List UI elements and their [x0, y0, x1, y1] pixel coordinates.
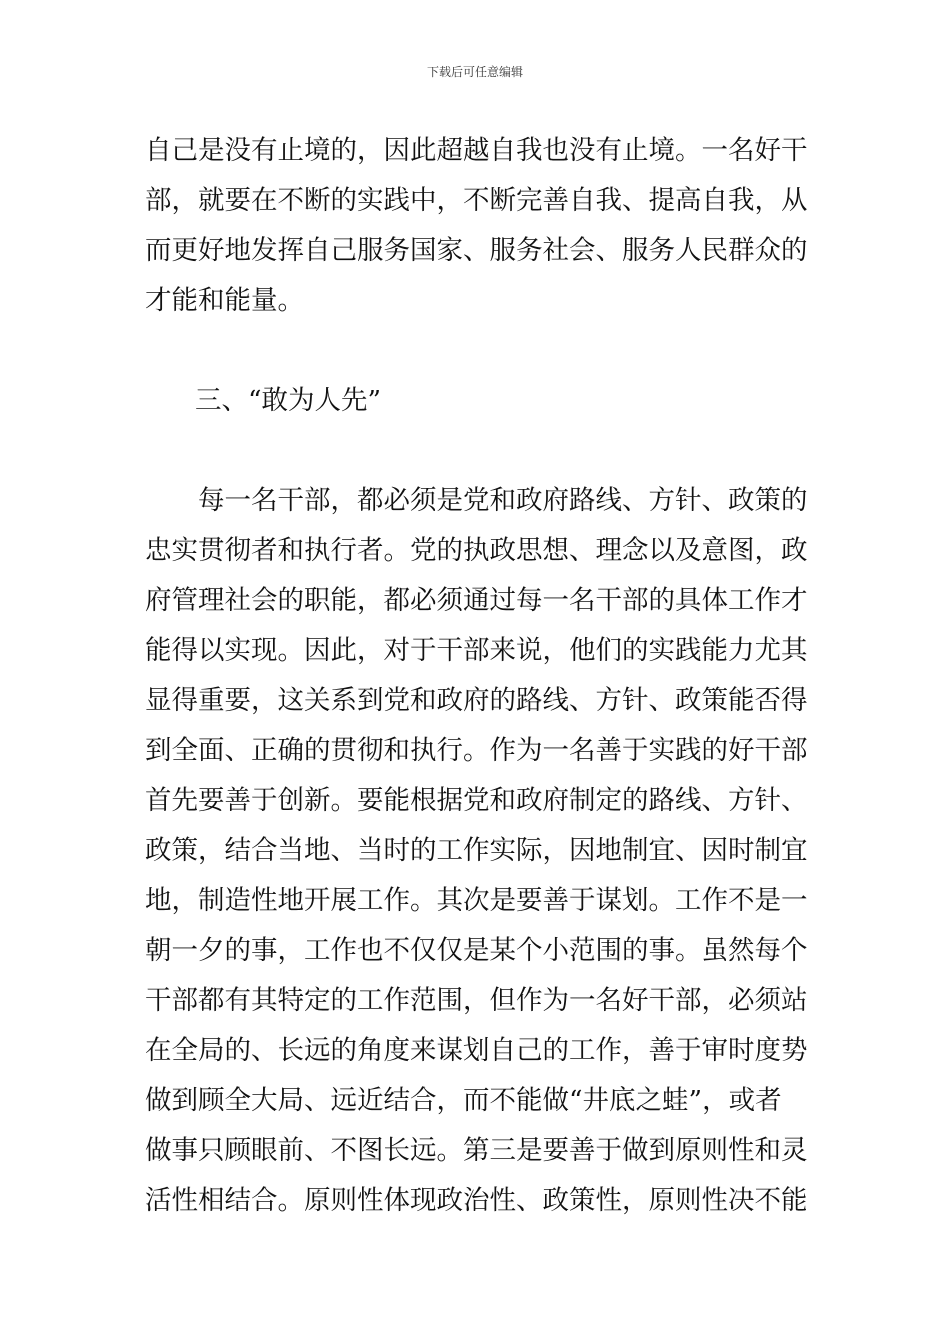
text-line: 部，就要在不断的实践中，不断完善自我、提高自我，从 — [145, 185, 808, 216]
text-line: 能得以实现。因此，对于干部来说，他们的实践能力尤其 — [145, 635, 808, 666]
text-line: 干部都有其特定的工作范围，但作为一名好干部，必须站 — [145, 985, 808, 1016]
text-line: 每一名干部，都必须是党和政府路线、方针、政策的 — [198, 485, 808, 516]
text-line: 显得重要，这关系到党和政府的路线、方针、政策能否得 — [145, 685, 808, 716]
text-line: 而更好地发挥自己服务国家、服务社会、服务人民群众的 — [145, 235, 808, 266]
page-header-note: 下载后可任意编辑 — [426, 65, 523, 79]
blank-line — [145, 326, 810, 376]
text-line: 首先要善于创新。要能根据党和政府制定的路线、方针、 — [145, 785, 808, 816]
blank-line — [145, 426, 810, 476]
text-line: 到全面、正确的贯彻和执行。作为一名善于实践的好干部 — [145, 735, 808, 766]
paragraph-continuation — [145, 126, 810, 326]
section-heading: 三、“敢为人先” — [195, 385, 382, 416]
text-line: 活性相结合。原则性体现政治性、政策性，原则性决不能 — [145, 1185, 808, 1216]
text-line: 才能和能量。 — [145, 285, 304, 316]
document-body — [145, 126, 810, 1226]
text-line: 在全局的、长远的角度来谋划自己的工作，善于审时度势 — [145, 1035, 808, 1066]
text-line: 做事只顾眼前、不图长远。第三是要善于做到原则性和灵 — [145, 1135, 808, 1166]
text-line: 府管理社会的职能，都必须通过每一名干部的具体工作才 — [145, 585, 808, 616]
text-line: 朝一夕的事，工作也不仅仅是某个小范围的事。虽然每个 — [145, 935, 808, 966]
text-line: 政策，结合当地、当时的工作实际，因地制宜、因时制宜 — [145, 835, 808, 866]
text-line: 自己是没有止境的，因此超越自我也没有止境。一名好干 — [145, 135, 808, 166]
text-line: 做到顾全大局、远近结合，而不能做“井底之蛙”，或者 — [145, 1085, 782, 1116]
paragraph-main — [145, 476, 810, 1226]
text-line: 地，制造性地开展工作。其次是要善于谋划。工作不是一 — [145, 885, 808, 916]
text-line: 忠实贯彻者和执行者。党的执政思想、理念以及意图，政 — [145, 535, 808, 566]
